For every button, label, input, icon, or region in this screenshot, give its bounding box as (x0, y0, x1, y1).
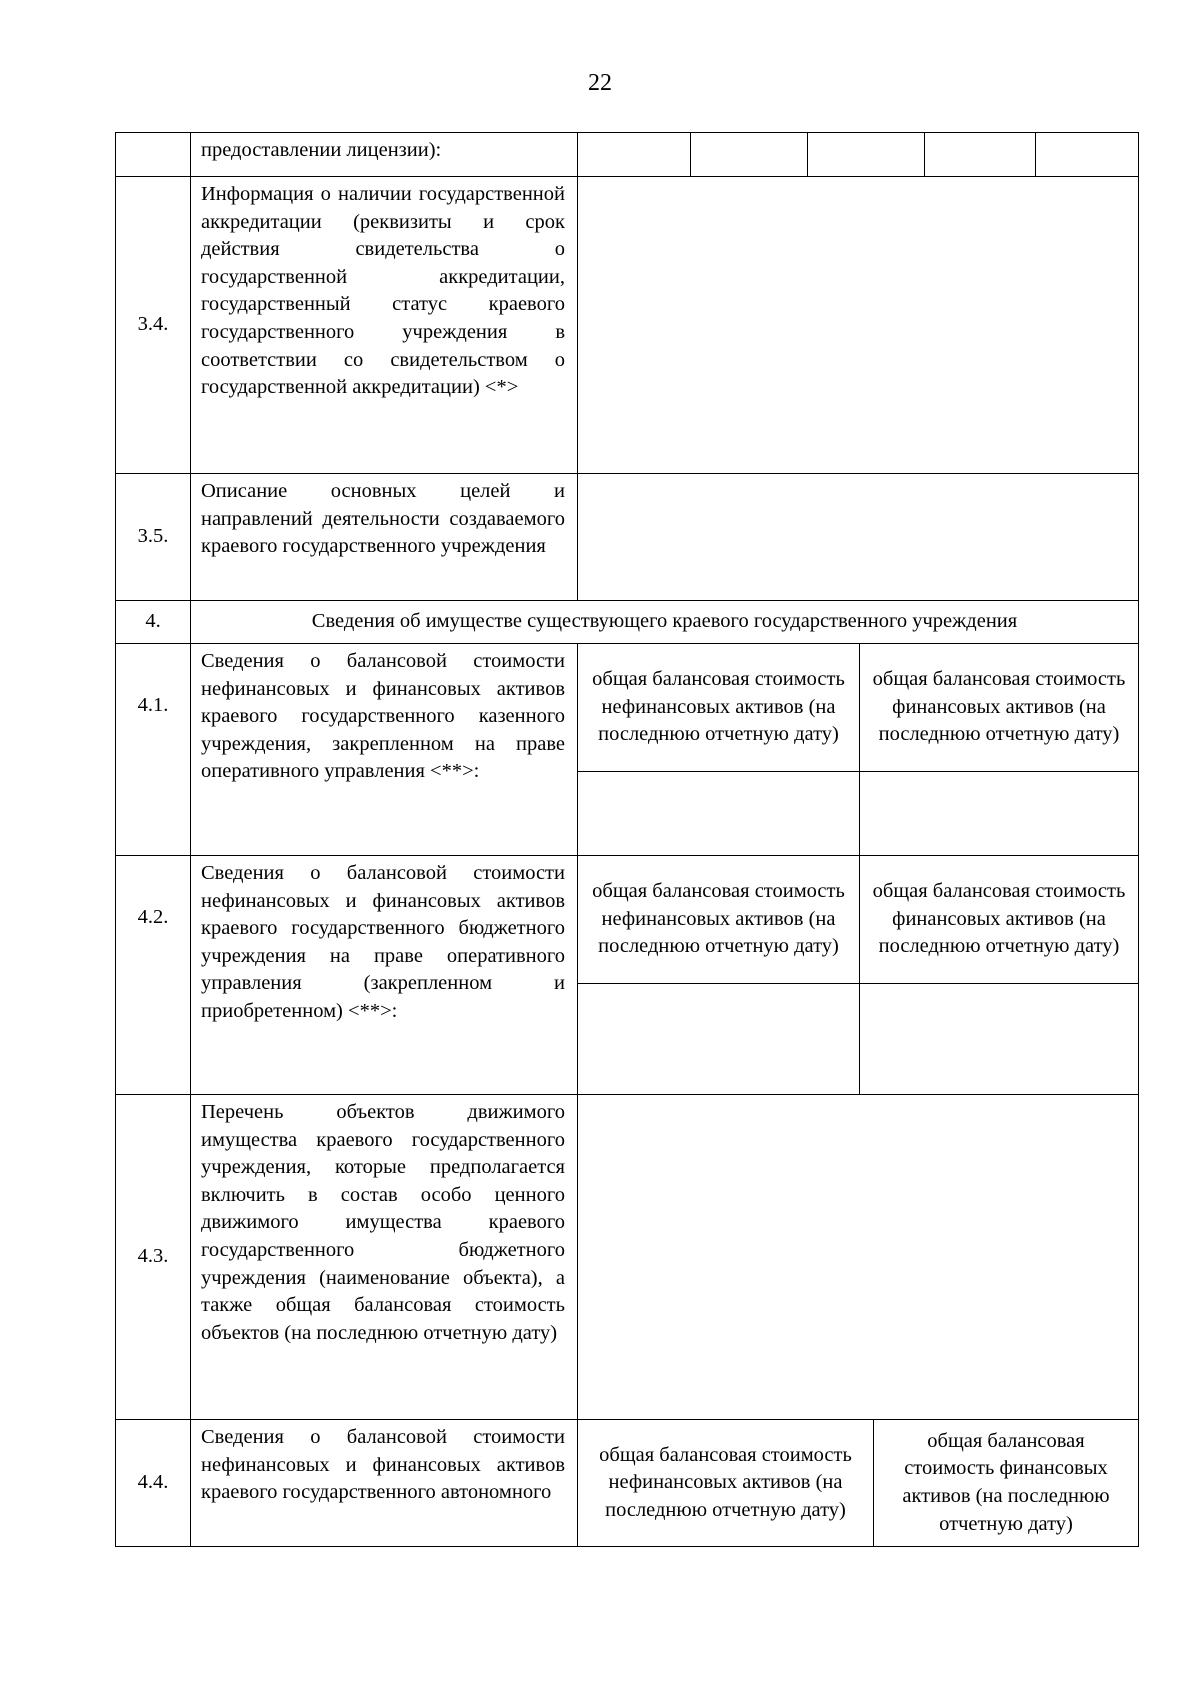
row-4-4-number: 4.4. (115, 1419, 191, 1547)
row-3-4-value-cell (577, 176, 1139, 474)
row-3-5-value-cell (577, 473, 1139, 601)
row-cont-number-cell (115, 132, 191, 177)
row-4-1-number-text: 4.1. (137, 694, 169, 716)
row-3-4-description: Информация о наличии государственной аккредитации (реквизиты и срок действия свидетельства о государственной аккредитации, государственный статус краевого государственного учреждения в соответствии со свидетельством о государственной аккредитации) <*> (190, 176, 578, 474)
row-cont-value-cell-4 (924, 132, 1036, 177)
row-4-3-description: Перечень объектов движимого имущества краевого государственного учреждения, которые предполагается включить в состав особо ценного движимого имущества краевого государственного бюджетного учреждения (наименование объекта), а также общая балансовая стоимость объектов (на последнюю отчетную дату) (190, 1094, 578, 1420)
row-4-2-number (115, 855, 191, 1095)
row-4-2-financial-header: общая балансовая стоимость финансовых активов (на последнюю отчетную дату) (859, 855, 1139, 984)
row-4-1-number (115, 643, 191, 856)
row-cont-description: предоставлении лицензии): (190, 132, 578, 177)
row-3-4-number: 3.4. (115, 176, 191, 474)
page-number: 22 (588, 70, 612, 96)
row-3-5-description: Описание основных целей и направлений деятельности создаваемого краевого государственного учреждения (190, 473, 578, 601)
row-cont-value-cell-3 (807, 132, 925, 177)
section-4-number: 4. (115, 600, 191, 644)
row-4-2-financial-value (859, 983, 1139, 1095)
row-4-2-nonfinancial-header: общая балансовая стоимость нефинансовых активов (на последнюю отчетную дату) (577, 855, 860, 984)
row-4-2-nonfinancial-value (577, 983, 860, 1095)
row-4-1-nonfinancial-header: общая балансовая стоимость нефинансовых активов (на последнюю отчетную дату) (577, 643, 860, 772)
row-4-2-number-text: 4.2. (137, 906, 169, 928)
row-4-1-financial-header: общая балансовая стоимость финансовых активов (на последнюю отчетную дату) (859, 643, 1139, 772)
row-cont-value-cell-1 (577, 132, 691, 177)
row-cont-value-cell-2 (690, 132, 808, 177)
row-3-5-number: 3.5. (115, 473, 191, 601)
row-4-1-financial-value (859, 771, 1139, 856)
row-4-1-description: Сведения о балансовой стоимости нефинансовых и финансовых активов краевого государственного казенного учреждения, закрепленном на праве оперативного управления <**>: (190, 643, 578, 856)
row-4-2-description: Сведения о балансовой стоимости нефинансовых и финансовых активов краевого государственного бюджетного учреждения на праве оперативного управления (закрепленном и приобретенном) <**>: (190, 855, 578, 1095)
row-4-4-financial-header: общая балансовая стоимость финансовых активов (на последнюю отчетную дату) (873, 1419, 1139, 1547)
row-4-4-description: Сведения о балансовой стоимости нефинансовых и финансовых активов краевого государственного автономного (190, 1419, 578, 1547)
row-4-3-number: 4.3. (115, 1094, 191, 1420)
row-cont-value-cell-5 (1035, 132, 1139, 177)
section-4-title: Сведения об имуществе существующего краевого государственного учреждения (190, 600, 1139, 644)
row-4-4-nonfinancial-header: общая балансовая стоимость нефинансовых активов (на последнюю отчетную дату) (577, 1419, 874, 1547)
row-4-1-nonfinancial-value (577, 771, 860, 856)
row-4-3-value-cell (577, 1094, 1139, 1420)
